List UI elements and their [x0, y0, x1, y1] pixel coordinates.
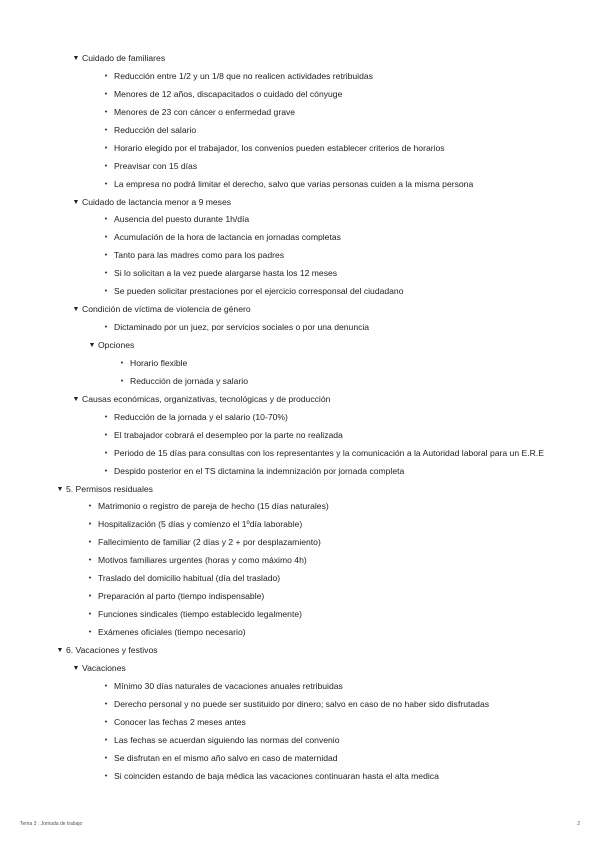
bullet-icon: • [104, 234, 108, 242]
outline-bullet-item [0, 176, 600, 194]
outline-bullet-item [0, 768, 600, 786]
bullet-icon: • [104, 216, 108, 224]
outline-item-text: Reducción de jornada y salario [130, 375, 248, 386]
outline-item-text: Si lo solicitan a la vez puede alargarse hasta los 12 meses [114, 268, 338, 279]
outline-bullet-item [0, 104, 600, 122]
outline-bullet-item [0, 319, 600, 337]
outline-bullet-item [0, 427, 600, 445]
outline-bullet-item [0, 247, 600, 265]
bullet-icon: • [104, 700, 108, 708]
bullet-icon: • [104, 736, 108, 744]
outline-item-text: Se disfrutan en el mismo año salvo en caso de maternidad [114, 752, 338, 763]
outline-bullet-item [0, 409, 600, 427]
outline-bullet-item [0, 445, 600, 463]
outline-item-text: Conocer las fechas 2 meses antes [114, 716, 246, 727]
outline-bullet-item [0, 86, 600, 104]
outline-item-text: Las fechas se acuerdan siguiendo las normas del convenio [114, 734, 340, 745]
bullet-icon: • [104, 449, 108, 457]
bullet-icon: • [120, 377, 124, 385]
triangle-down-icon[interactable]: ▼ [72, 198, 80, 206]
bullet-icon: • [104, 754, 108, 762]
triangle-down-icon[interactable]: ▼ [72, 55, 80, 62]
outline-item-text: Cuidado de familiares [82, 53, 166, 63]
bullet-icon: • [104, 718, 108, 726]
outline-bullet-item [0, 498, 600, 516]
outline-item-text: Horario flexible [130, 357, 188, 368]
outline-item-text: Preavisar con 15 días [114, 160, 198, 171]
outline-bullet-item [0, 714, 600, 732]
outline-item-text: Si coinciden estando de baja médica las vacaciones continuaran hasta el alta medica [114, 770, 439, 781]
outline-item-text: Reducción de la jornada y el salario (10-70%) [114, 411, 288, 422]
outline-item-text: Periodo de 15 días para consultas con los representantes y la comunicación a la Autoridad laboral para un E.R.E [114, 447, 544, 458]
outline-bullet-item [0, 283, 600, 301]
outline-toggle-item[interactable] [0, 337, 600, 355]
bullet-icon: • [88, 611, 92, 619]
bullet-icon: • [104, 108, 108, 116]
bullet-icon: • [104, 144, 108, 152]
outline-item-text: El trabajador cobrará el desempleo por la parte no realizada [114, 429, 343, 440]
outline-item-text: Mínimo 30 días naturales de vacaciones anuales retribuidas [114, 680, 343, 691]
outline-bullet-item [0, 606, 600, 624]
bullet-icon: • [104, 72, 108, 80]
outline-toggle-item[interactable] [0, 50, 600, 68]
bullet-icon: • [104, 162, 108, 170]
outline-item-text: Menores de 23 con cáncer o enfermedad grave [114, 106, 296, 117]
outline-item-text: Dictaminado por un juez, por servicios sociales o por una denuncia [114, 322, 370, 333]
triangle-down-icon[interactable]: ▼ [72, 664, 80, 672]
outline-bullet-item [0, 750, 600, 768]
bullet-icon: • [104, 467, 108, 475]
outline-bullet-item [0, 588, 600, 606]
triangle-down-icon[interactable]: ▼ [88, 342, 96, 349]
bullet-icon: • [120, 359, 124, 367]
outline-item-text: Matrimonio o registro de pareja de hecho (15 días naturales) [98, 501, 329, 512]
outline-item-text: Menores de 12 años, discapacitados o cuidado del cónyuge [114, 88, 343, 99]
outline-item-text: Vacaciones [82, 662, 126, 673]
triangle-down-icon[interactable]: ▼ [72, 395, 80, 403]
outline-item-text: Ausencia del puesto durante 1h/día [114, 214, 250, 225]
outline-item-text: Tanto para las madres como para los padres [114, 250, 285, 261]
bullet-icon: • [104, 682, 108, 690]
outline-bullet-item [0, 463, 600, 481]
bullet-icon: • [88, 503, 92, 511]
outline-item-text: La empresa no podrá limitar el derecho, salvo que varias personas cuiden a la misma persona [114, 178, 474, 189]
outline-bullet-item [0, 68, 600, 86]
outline-item-text: Causas económicas, organizativas, tecnológicas y de producción [82, 393, 331, 404]
document-outline [0, 50, 600, 785]
outline-item-text: Fallecimiento de familiar (2 días y 2 + por desplazamiento) [98, 537, 321, 548]
outline-item-text: Horario elegido por el trabajador, los convenios pueden establecer criterios de horarios [114, 142, 445, 153]
outline-bullet-item [0, 122, 600, 140]
bullet-icon: • [104, 252, 108, 260]
bullet-icon: • [104, 180, 108, 188]
outline-item-text: 5. Permisos residuales [66, 483, 153, 494]
outline-item-text: Derecho personal y no puede ser sustituido por dinero; salvo en caso de no haber sido disfrutadas [114, 698, 490, 709]
triangle-down-icon[interactable]: ▼ [56, 485, 64, 493]
outline-item-text: Despido posterior en el TS dictamina la indemnización por jornada completa [114, 465, 405, 476]
outline-item-text: Reducción entre 1/2 y un 1/8 que no realicen actividades retribuidas [114, 70, 373, 81]
outline-item-text: Traslado del domicilio habitual (día del traslado) [98, 573, 281, 584]
outline-toggle-item[interactable] [0, 194, 600, 212]
bullet-icon: • [104, 90, 108, 98]
bullet-icon: • [88, 557, 92, 565]
outline-toggle-item[interactable] [0, 660, 600, 678]
triangle-down-icon[interactable]: ▼ [72, 306, 80, 314]
bullet-icon: • [104, 270, 108, 278]
outline-toggle-item[interactable] [0, 481, 600, 499]
outline-bullet-item [0, 570, 600, 588]
outline-bullet-item [0, 678, 600, 696]
outline-item-text: Preparación al parto (tiempo indispensable) [98, 591, 265, 602]
outline-bullet-item [0, 696, 600, 714]
outline-bullet-item [0, 265, 600, 283]
bullet-icon: • [104, 772, 108, 780]
outline-bullet-item [0, 624, 600, 642]
bullet-icon: • [88, 521, 92, 529]
bullet-icon: • [104, 324, 108, 332]
outline-bullet-item [0, 732, 600, 750]
page-footer [20, 821, 580, 831]
outline-bullet-item [0, 373, 600, 391]
outline-item-text: Hospitalización (5 días y comienzo el 1ºdía laborable) [98, 519, 303, 530]
outline-item-text: Reducción del salario [114, 124, 197, 135]
outline-item-text: Acumulación de la hora de lactancia en jornadas completas [114, 232, 341, 243]
outline-item-text: Exámenes oficiales (tiempo necesario) [98, 627, 246, 637]
outline-bullet-item [0, 158, 600, 176]
bullet-icon: • [104, 413, 108, 421]
outline-bullet-item [0, 211, 600, 229]
outline-toggle-item[interactable] [0, 391, 600, 409]
bullet-icon: • [104, 126, 108, 134]
outline-bullet-item [0, 552, 600, 570]
outline-toggle-item[interactable] [0, 301, 600, 319]
outline-bullet-item [0, 229, 600, 247]
outline-item-text: Funciones sindicales (tiempo establecido legalmente) [98, 609, 302, 620]
bullet-icon: • [88, 575, 92, 583]
outline-item-text: 6. Vacaciones y festivos [66, 644, 158, 655]
footer-title: Tema 3 : Jornada de trabajo [20, 821, 83, 827]
outline-bullet-item [0, 534, 600, 552]
bullet-icon: • [88, 539, 92, 547]
outline-item-text: Se pueden solicitar prestaciones por el ejercicio corresponsal del ciudadano [114, 286, 404, 297]
triangle-down-icon[interactable]: ▼ [56, 646, 64, 654]
bullet-icon: • [104, 431, 108, 439]
page-number: 2 [577, 821, 580, 827]
outline-bullet-item [0, 140, 600, 158]
bullet-icon: • [88, 629, 92, 636]
outline-item-text: Opciones [98, 340, 135, 350]
outline-item-text: Condición de víctima de violencia de género [82, 304, 251, 315]
bullet-icon: • [88, 593, 92, 601]
outline-item-text: Cuidado de lactancia menor a 9 meses [82, 196, 232, 207]
bullet-icon: • [104, 288, 108, 296]
outline-bullet-item [0, 516, 600, 534]
outline-bullet-item [0, 355, 600, 373]
outline-item-text: Motivos familiares urgentes (horas y como máximo 4h) [98, 555, 307, 566]
outline-toggle-item[interactable] [0, 642, 600, 660]
